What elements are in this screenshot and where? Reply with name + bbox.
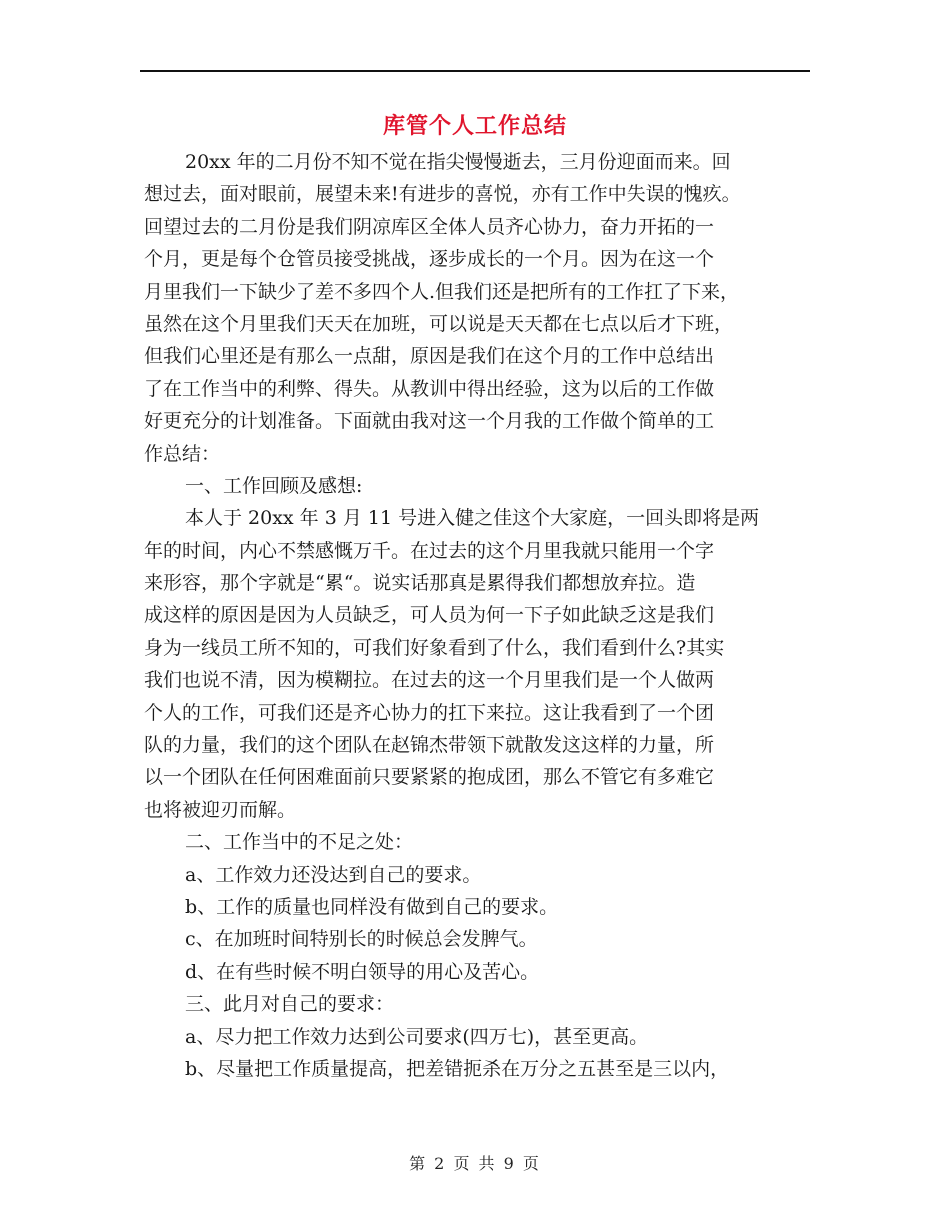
body-line: 虽然在这个月里我们天天在加班，可以说是天天都在七点以后才下班，: [144, 312, 734, 335]
body-line: 好更充分的计划准备。下面就由我对这一个月我的工作做个简单的工: [144, 410, 715, 433]
section-heading: 一、工作回顾及感想:: [185, 474, 363, 497]
list-item: d、在有些时候不明白领导的用心及苦心。: [185, 960, 540, 983]
body-line: 以一个团队在任何困难面前只要紧紧的抱成团，那么不管它有多难它: [144, 766, 715, 789]
section-heading: 三、此月对自己的要求：: [185, 993, 395, 1016]
body-line: 想过去，面对眼前，展望未来!有进步的喜悦，亦有工作中失误的愧疚。: [144, 183, 741, 206]
body-line: 但我们心里还是有那么一点甜，原因是我们在这个月的工作中总结出: [144, 345, 715, 368]
document-title: 库管个人工作总结: [382, 113, 567, 139]
section-heading: 二、工作当中的不足之处：: [185, 831, 414, 854]
body-line: 成这样的原因是因为人员缺乏，可人员为何一下子如此缺乏这是我们: [144, 604, 715, 627]
body-line: 来形容，那个字就是“累“。说实话那真是累得我们都想放弃拉。造: [144, 572, 696, 595]
header-rule: [140, 70, 810, 72]
list-item: b、工作的质量也同样没有做到自己的要求。: [185, 895, 559, 918]
list-item: b、尽量把工作质量提高，把差错扼杀在万分之五甚至是三以内，: [185, 1057, 730, 1080]
document-body: [0, 146, 950, 1085]
list-item: a、尽力把工作效力达到公司要求(四万七)，甚至更高。: [185, 1025, 649, 1048]
list-item: c、在加班时间特别长的时候总会发脾气。: [185, 928, 538, 951]
list-item: a、工作效力还没达到自己的要求。: [185, 863, 482, 886]
body-line: 身为一线员工所不知的，可我们好象看到了什么，我们看到什么?其实: [144, 636, 725, 659]
body-line: 20xx 年的二月份不知不觉在指尖慢慢逝去，三月份迎面而来。回: [185, 151, 731, 173]
body-line: 本人于 20xx 年 3 月 11 号进入健之佳这个大家庭，一回头即将是两: [185, 507, 760, 530]
body-line: 个月，更是每个仓管员接受挑战，逐步成长的一个月。因为在这一个: [144, 248, 715, 271]
body-line: 队的力量，我们的这个团队在赵锦杰带领下就散发这这样的力量，所: [144, 734, 715, 757]
page-number: 第 2 页 共 9 页: [409, 1154, 541, 1173]
body-line: 了在工作当中的利弊、得失。从教训中得出经验，这为以后的工作做: [144, 377, 715, 400]
body-line: 也将被迎刃而解。: [144, 798, 297, 821]
body-line: 我们也说不清，因为模糊拉。在过去的这一个月里我们是一个人做两: [144, 669, 715, 692]
body-line: 回望过去的二月份是我们阴凉库区全体人员齐心协力，奋力开拓的一: [144, 215, 715, 238]
body-line: 个人的工作，可我们还是齐心协力的扛下来拉。这让我看到了一个团: [144, 701, 715, 724]
body-line: 月里我们一下缺少了差不多四个人.但我们还是把所有的工作扛了下来，: [144, 280, 740, 303]
body-line: 年的时间，内心不禁感慨万千。在过去的这个月里我就只能用一个字: [144, 539, 715, 562]
body-line: 作总结：: [144, 442, 221, 465]
